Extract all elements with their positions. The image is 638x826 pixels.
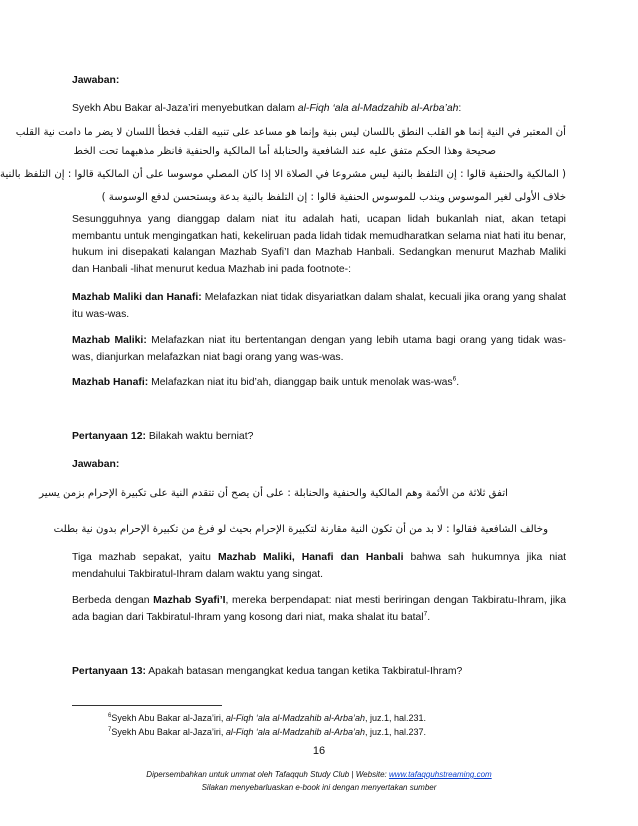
para-text: , mereka berpendapat: niat mesti beriringan dengan Takbiratu-Ihram, jika ada bagian dari Takbiratul-Ihram yang kosong dari niat, maka shalat itu batal xyxy=(72,595,566,623)
intro-tail: : xyxy=(458,103,462,114)
maliki-paragraph xyxy=(72,333,566,366)
arabic-quote-1 xyxy=(0,123,566,207)
footnote-author: Syekh Abu Bakar al-Jaza’iri, xyxy=(111,727,226,737)
footer-text: Dipersembahkan untuk ummat oleh Tafaqquh Study Club | Website: xyxy=(146,770,389,779)
footer-line-1 xyxy=(0,769,638,780)
intro-lead: Syekh Abu Bakar al-Jaza’iri menyebutkan dalam xyxy=(72,103,298,114)
period: . xyxy=(427,611,431,623)
para-text: Berbeda dengan xyxy=(72,595,154,606)
footnote-book: al-Fiqh ‘ala al-Madzahib al-Arba’ah xyxy=(225,713,365,723)
mazhab-text: Melafazkan niat tidak disyariatkan dalam shalat, kecuali jika orang yang shalat itu was-was. xyxy=(72,292,567,320)
footnote-ref-detail: , juz.1, hal.231. xyxy=(364,713,427,723)
syafii-paragraph xyxy=(72,593,566,626)
arabic-quote-2 xyxy=(39,484,566,539)
footnote-book: al-Fiqh ‘ala al-Madzahib al-Arba’ah xyxy=(225,727,365,737)
mazhab-label: Mazhab Maliki: xyxy=(72,335,147,346)
mazhab-name: Mazhab Syafi’I xyxy=(153,595,226,606)
answer-heading-1 xyxy=(72,73,566,90)
footnote-ref[interactable]: 6 xyxy=(452,375,457,383)
question-label: Pertanyaan 13: xyxy=(72,666,146,677)
footnote-divider xyxy=(72,705,222,706)
question-label: Pertanyaan 12: xyxy=(72,431,146,442)
question-text: Apakah batasan mengangkat kedua tangan ketika Takbiratul-Ihram? xyxy=(145,666,463,677)
question-text: Bilakah waktu berniat? xyxy=(145,431,254,442)
period: . xyxy=(456,377,460,388)
jawaban-label: Jawaban: xyxy=(72,459,120,470)
footnote-author: Syekh Abu Bakar al-Jaza’iri, xyxy=(111,713,226,723)
footnote-6 xyxy=(108,712,426,724)
hanafi-paragraph xyxy=(72,375,566,392)
arabic-line: ( المالكية والحنفية قالوا : إن التلفظ بالنية ليس مشروعا في الصلاة الا إذا كان المصلي موسوسا على أن المالكية قالوا : إن التلفظ بالنية xyxy=(0,169,566,180)
three-mazhab-paragraph xyxy=(72,550,566,583)
footer-line-2: Silakan menyebarluaskan e-book ini dengan menyertakan sumber xyxy=(201,783,437,792)
arabic-line: اتفق ثلاثة من الأئمة وهم المالكية والحنفية والحنابلة : على أن يصح أن تتقدم النية على تكبيرة الإحرام بزمن يسير xyxy=(39,488,508,499)
question-13 xyxy=(72,664,566,681)
para-text: Tiga mazhab sepakat, yaitu xyxy=(72,552,218,563)
arabic-line: أن المعتبر في النية إنما هو القلب النطق باللسان ليس بنية وإنما هو مساعد على تنبيه القلب فخطأ اللسان لا يضر ما دامت نية القلب xyxy=(15,127,566,138)
page-number: 16 xyxy=(312,745,326,757)
footnote-number: 6 xyxy=(108,713,112,719)
footnote-ref-detail: , juz.1, hal.237. xyxy=(364,727,427,737)
book-title: al-Fiqh ‘ala al-Madzahib al-Arba’ah xyxy=(297,103,459,114)
arabic-line: وخالف الشافعية فقالوا : لا بد من أن تكون النية مقارنة لتكبيرة الإحرام بحيث لو فرغ من تكبيرة الإحرام بدون نية بطلت xyxy=(53,524,548,535)
mazhab-names: Mazhab Maliki, Hanafi dan Hanbali xyxy=(217,552,404,563)
mazhab-text: Melafazkan niat itu bid’ah, dianggap baik untuk menolak was-was xyxy=(148,377,453,388)
maliki-hanafi-paragraph xyxy=(72,290,566,323)
mazhab-label: Mazhab Maliki dan Hanafi: xyxy=(72,292,202,303)
arabic-line: صحيحة وهذا الحكم متفق عليه عند الشافعية والحنابلة أما المالكية والحنفية فانظر مذهبهما تحت الخط xyxy=(73,146,496,157)
para-text: bahwa sah hukumnya jika niat mendahului Takbiratul-Ihram dalam waktu yang singat. xyxy=(72,552,567,580)
mazhab-label: Mazhab Hanafi: xyxy=(72,377,149,388)
mazhab-text: Melafazkan niat itu bertentangan dengan yang lebih utama bagi orang yang tidak was-was, dianjurkan melafazkan niat bagi orang yang was-was. xyxy=(72,335,566,363)
answer-heading-2 xyxy=(72,457,566,474)
jawaban-label: Jawaban: xyxy=(72,75,120,86)
footnote-number: 7 xyxy=(108,727,112,733)
arabic-line: خلاف الأولى لغير الموسوس ويندب للموسوس الحنفية قالوا : إن التلفظ بالنية بدعة ويستحسن لدفع الوسوسة ) xyxy=(101,192,566,203)
explanation-text: Sesungguhnya yang dianggap dalam niat itu adalah hati, ucapan lidah bukanlah niat, akan tetapi membantu untuk mengingatkan hati, kekeliruan pada lidah tidak memudharatkan selama niat hati itu benar, hukum ini disepakati kalangan Mazhab Syafi’I dan Mazhab Hanbali. Sedangkan menurut Mazhab Maliki dan Hanbali -lihat menurut kedua Mazhab ini pada footnote-: xyxy=(72,214,566,275)
website-link[interactable]: www.tafaqquhstreaming.com xyxy=(388,770,492,779)
intro-paragraph xyxy=(72,101,566,118)
footnote-ref[interactable]: 7 xyxy=(423,610,428,618)
question-12 xyxy=(72,429,566,446)
explanation-paragraph xyxy=(72,212,566,278)
footnote-7 xyxy=(108,726,426,738)
